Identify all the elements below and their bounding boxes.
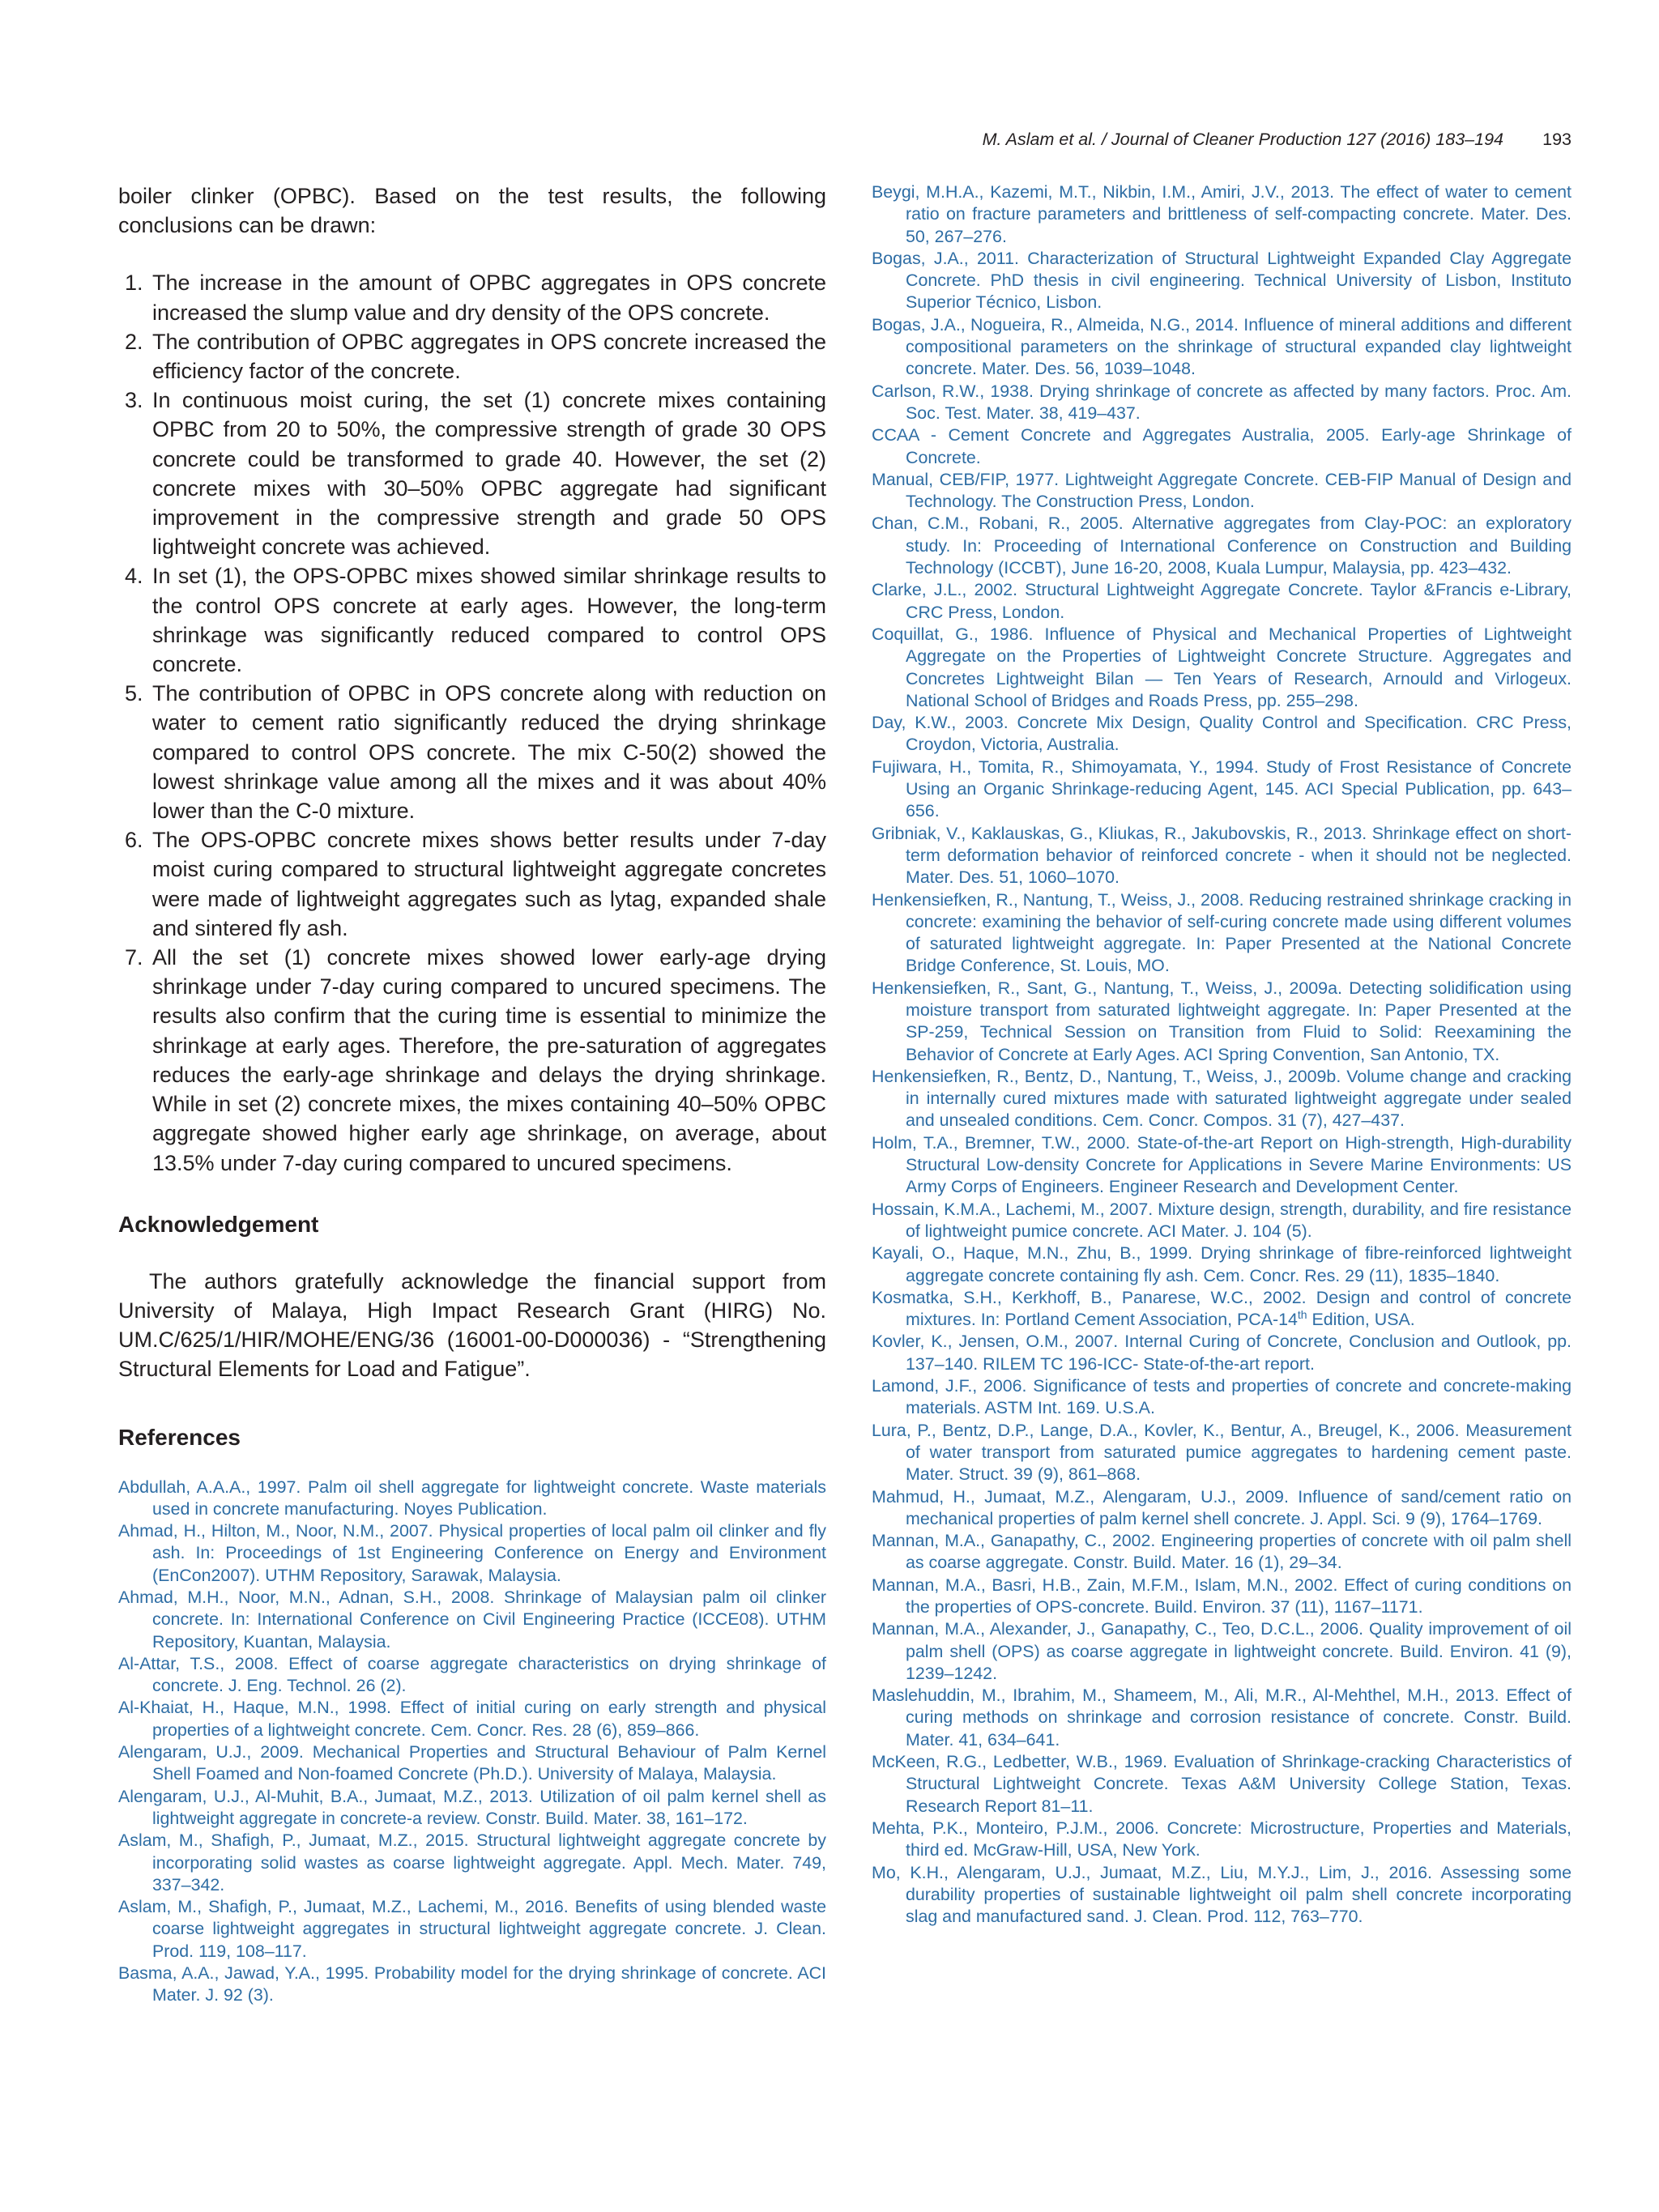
reference-link[interactable]: Holm, T.A., Bremner, T.W., 2000. State-of-the-art Report on High-strength, High-durability Structural Low-density Concrete for Applications in Severe Marine Environments: US Army Corps of Engineers. Engineer Research and Development Center. — [872, 1132, 1572, 1197]
conclusion-number: 2. — [125, 329, 143, 354]
conclusion-number: 1. — [125, 271, 143, 296]
reference-link[interactable]: Chan, C.M., Robani, R., 2005. Alternative aggregates from Clay-POC: an exploratory study. In: Proceeding of International Conference on Construction and Building Technology (ICCBT), June 16-20, 2008, Kuala Lumpur, Malaysia, pp. 423–432. — [872, 514, 1572, 578]
reference-link[interactable]: Clarke, J.L., 2002. Structural Lightweight Aggregate Concrete. Taylor &Francis e-Library, CRC Press, London. — [872, 580, 1572, 622]
references-heading: References — [118, 1424, 241, 1450]
reference-link[interactable]: Ahmad, M.H., Noor, M.N., Adnan, S.H., 2008. Shrinkage of Malaysian palm oil clinker concrete. In: International Conference on Civil Engineering Practice (ICCE08). UTHM Repository, Kuantan, Malaysia. — [118, 1588, 826, 1652]
reference-link[interactable]: Fujiwara, H., Tomita, R., Shimoyamata, Y., 1994. Study of Frost Resistance of Concrete Using an Organic Shrinkage-reducing Agent, 145. ACI Special Publication, pp. 643–656. — [872, 757, 1572, 821]
conclusion-text: In continuous moist curing, the set (1) concrete mixes containing OPBC from 20 to 50%, the compressive strength of grade 30 OPS concrete could be transformed to grade 40. However, the set (2) concrete mixes with 30–50% OPBC aggregate had significant improvement in the compressive strength and grade 50 OPS lightweight concrete was achieved. — [152, 388, 826, 560]
reference-link[interactable]: Abdullah, A.A.A., 1997. Palm oil shell aggregate for lightweight concrete. Waste materials used in concrete manufacturing. Noyes Publication. — [118, 1477, 826, 1519]
reference-link[interactable]: Manual, CEB/FIP, 1977. Lightweight Aggregate Concrete. CEB-FIP Manual of Design and Technology. The Construction Press, London. — [872, 469, 1572, 512]
conclusion-text: The increase in the amount of OPBC aggregates in OPS concrete increased the slump value and dry density of the OPS concrete. — [152, 271, 826, 325]
conclusion-text: The contribution of OPBC in OPS concrete along with reduction on water to cement ratio significantly reduced the drying shrinkage compared to control OPS concrete. The mix C-50(2) showed the lowest shrinkage value among all the mixes and it was about 40% lower than the C-0 mixture. — [152, 681, 826, 824]
references-list-right — [872, 181, 1572, 1928]
reference-link[interactable]: Mo, K.H., Alengaram, U.J., Jumaat, M.Z., Liu, M.Y.J., Lim, J., 2016. Assessing some durability properties of sustainable lightweight oil palm shell concrete incorporating slag and manufactured sand. J. Clean. Prod. 112, 763–770. — [872, 1862, 1572, 1927]
conclusions-intro: boiler clinker (OPBC). Based on the test results, the following conclusions can be drawn: — [118, 184, 826, 238]
conclusion-item — [118, 943, 826, 1178]
reference-link[interactable]: Mahmud, H., Jumaat, M.Z., Alengaram, U.J., 2009. Influence of sand/cement ratio on mechanical properties of palm kernel shell concrete. J. Appl. Sci. 9 (9), 1764–1769. — [872, 1486, 1572, 1528]
journal-citation: M. Aslam et al. / Journal of Cleaner Production 127 (2016) 183–194 — [982, 130, 1503, 149]
reference-link[interactable]: Alengaram, U.J., Al-Muhit, B.A., Jumaat, M.Z., 2013. Utilization of oil palm kernel shell as lightweight aggregate in concrete-a review. Constr. Build. Mater. 38, 161–172. — [118, 1786, 826, 1828]
conclusion-number: 4. — [125, 564, 143, 589]
references-list-left — [118, 1477, 826, 2007]
conclusions-list — [118, 268, 826, 1177]
reference-superscript: th — [1297, 1308, 1307, 1322]
conclusion-number: 6. — [125, 828, 143, 853]
conclusion-number: 7. — [125, 945, 143, 970]
reference-link[interactable]: Mannan, M.A., Ganapathy, C., 2002. Engineering properties of concrete with oil palm shell as coarse aggregate. Constr. Build. Mater. 16 (1), 29–34. — [872, 1531, 1572, 1573]
conclusion-number: 5. — [125, 681, 143, 706]
reference-link[interactable]: Lamond, J.F., 2006. Significance of tests and properties of concrete and concrete-making materials. ASTM Int. 169. U.S.A. — [872, 1376, 1572, 1418]
reference-link[interactable]: Henkensiefken, R., Bentz, D., Nantung, T., Weiss, J., 2009b. Volume change and cracking in internally cured mixtures made with saturated lightweight aggregate under sealed and unsealed conditions. Cem. Concr. Compos. 31 (7), 427–437. — [872, 1066, 1572, 1131]
running-header — [118, 130, 1572, 154]
reference-link[interactable]: Lura, P., Bentz, D.P., Lange, D.A., Kovler, K., Bentur, A., Breugel, K., 2006. Measurement of water transport from saturated pumice aggregates to hardening cement paste. Mater. Struct. 39 (9), 861–868. — [872, 1420, 1572, 1485]
reference-link[interactable]: Bogas, J.A., 2011. Characterization of Structural Lightweight Expanded Clay Aggregate Concrete. PhD thesis in civil engineering. Technical University of Lisbon, Instituto Superior Técnico, Lisbon. — [872, 248, 1572, 313]
conclusion-text: In set (1), the OPS-OPBC mixes showed similar shrinkage results to the control OPS concrete at early ages. However, the long-term shrinkage was significantly reduced compared to control OPS concrete. — [152, 564, 826, 677]
reference-link[interactable]: Al-Attar, T.S., 2008. Effect of coarse aggregate characteristics on drying shrinkage of concrete. J. Eng. Technol. 26 (2). — [118, 1653, 826, 1696]
reference-link[interactable]: Maslehuddin, M., Ibrahim, M., Shameem, M., Ali, M.R., Al-Mehthel, M.H., 2013. Effect of curing methods on shrinkage and corrosion resistance of concrete. Constr. Build. Mater. 41, 634–641. — [872, 1686, 1572, 1750]
reference-link[interactable] — [872, 1287, 1572, 1332]
reference-link[interactable]: Aslam, M., Shafigh, P., Jumaat, M.Z., 2015. Structural lightweight aggregate concrete by incorporating solid wastes as coarse lightweight aggregate. Appl. Mech. Mater. 749, 337–342. — [118, 1831, 826, 1894]
left-column — [118, 181, 826, 2007]
reference-link[interactable]: Beygi, M.H.A., Kazemi, M.T., Nikbin, I.M., Amiri, J.V., 2013. The effect of water to cement ratio on fracture parameters and brittleness of self-compacting concrete. Mater. Des. 50, 267–276. — [872, 182, 1572, 246]
right-column — [872, 181, 1572, 1928]
reference-link[interactable]: Alengaram, U.J., 2009. Mechanical Properties and Structural Behaviour of Palm Kernel Shell Foamed and Non-foamed Concrete (Ph.D.). University of Malaya, Malaysia. — [118, 1742, 826, 1784]
acknowledgement-text: The authors gratefully acknowledge the financial support from University of Malaya, High Impact Research Grant (HIRG) No. UM.C/625/1/HIR/MOHE/ENG/36 (16001-00-D000036) - “Strengthening Structural Elements for Load and Fatigue”. — [118, 1268, 826, 1382]
reference-link[interactable]: Al-Khaiat, H., Haque, M.N., 1998. Effect of initial curing on early strength and physical properties of a lightweight concrete. Cem. Concr. Res. 28 (6), 859–866. — [118, 1698, 826, 1740]
reference-link[interactable]: Mannan, M.A., Alexander, J., Ganapathy, C., Teo, D.C.L., 2006. Quality improvement of oil palm shell (OPS) as coarse aggregate in lightweight concrete. Build. Environ. 41 (9), 1239–1242. — [872, 1619, 1572, 1683]
conclusion-item — [118, 386, 826, 561]
reference-link[interactable]: Kayali, O., Haque, M.N., Zhu, B., 1999. Drying shrinkage of fibre-reinforced lightweight aggregate concrete containing fly ash. Cem. Concr. Res. 29 (11), 1835–1840. — [872, 1243, 1572, 1285]
reference-link[interactable]: Coquillat, G., 1986. Influence of Physical and Mechanical Properties of Lightweight Aggregate on the Properties of Lightweight Concrete Structure. Aggregates and Concretes Lightweight Bilan — Ten Years of Research, Arnould and Virlogeux. National School of Bridges and Roads Press, pp. 255–298. — [872, 624, 1572, 710]
reference-link[interactable]: Carlson, R.W., 1938. Drying shrinkage of concrete as affected by many factors. Proc. Am. Soc. Test. Mater. 38, 419–437. — [872, 381, 1572, 423]
reference-link[interactable]: Mehta, P.K., Monteiro, P.J.M., 2006. Concrete: Microstructure, Properties and Materials, third ed. McGraw-Hill, USA, New York. — [872, 1818, 1572, 1860]
conclusion-text: All the set (1) concrete mixes showed lower early-age drying shrinkage under 7-day curing compared to uncured specimens. The results also confirm that the curing time is essential to minimize the shrinkage at early ages. Therefore, the pre-saturation of aggregates reduces the early-age shrinkage and delays the drying shrinkage. While in set (2) concrete mixes, the mixes containing 40–50% OPBC aggregate showed higher early age shrinkage, on average, about 13.5% under 7-day curing compared to uncured specimens. — [152, 945, 826, 1175]
reference-link[interactable]: Henkensiefken, R., Sant, G., Nantung, T., Weiss, J., 2009a. Detecting solidification using moisture transport from saturated lightweight aggregate. In: Paper Presented at the SP-259, Technical Session on Transition from Fluid to Solid: Reexamining the Behavior of Concrete at Early Ages. ACI Spring Convention, San Antonio, TX. — [872, 978, 1572, 1064]
reference-link[interactable]: McKeen, R.G., Ledbetter, W.B., 1969. Evaluation of Shrinkage-cracking Characteristics of Structural Lightweight Concrete. Texas A&M University College Station, Texas. Research Report 81–11. — [872, 1752, 1572, 1816]
reference-link[interactable]: Mannan, M.A., Basri, H.B., Zain, M.F.M., Islam, M.N., 2002. Effect of curing conditions on the properties of OPS-concrete. Build. Environ. 37 (11), 1167–1171. — [872, 1575, 1572, 1617]
reference-link[interactable]: Gribniak, V., Kaklauskas, G., Kliukas, R., Jakubovskis, R., 2013. Shrinkage effect on short-term deformation behavior of reinforced concrete - when it should not be neglected. Mater. Des. 51, 1060–1070. — [872, 823, 1572, 888]
conclusion-text: The contribution of OPBC aggregates in OPS concrete increased the efficiency factor of the concrete. — [152, 329, 826, 384]
conclusion-text: The OPS-OPBC concrete mixes shows better results under 7-day moist curing compared to structural lightweight aggregate concretes were made of lightweight aggregates such as lytag, expanded shale and sintered fly ash. — [152, 828, 826, 940]
conclusion-item — [118, 268, 826, 326]
reference-link[interactable]: Henkensiefken, R., Nantung, T., Weiss, J., 2008. Reducing restrained shrinkage cracking in concrete: examining the behavior of self-curing concrete made using different volumes of saturated lightweight aggregate. In: Paper Presented at the National Concrete Bridge Conference, St. Louis, MO. — [872, 889, 1572, 976]
reference-link[interactable]: Ahmad, H., Hilton, M., Noor, N.M., 2007. Physical properties of local palm oil clinker and fly ash. In: Proceedings of 1st Engineering Conference on Energy and Environment (EnCon2007). UTHM Repository, Sarawak, Malaysia. — [118, 1521, 826, 1585]
conclusion-item — [118, 825, 826, 943]
reference-text: Edition, USA. — [1307, 1310, 1415, 1330]
conclusion-item — [118, 561, 826, 679]
reference-link[interactable]: Day, K.W., 2003. Concrete Mix Design, Quality Control and Specification. CRC Press, Croydon, Victoria, Australia. — [872, 713, 1572, 755]
acknowledgement-heading: Acknowledgement — [118, 1211, 319, 1237]
page-number: 193 — [1542, 130, 1572, 149]
conclusion-number: 3. — [125, 388, 143, 413]
reference-link[interactable]: CCAA - Cement Concrete and Aggregates Australia, 2005. Early-age Shrinkage of Concrete. — [872, 425, 1572, 467]
reference-link[interactable]: Bogas, J.A., Nogueira, R., Almeida, N.G., 2014. Influence of mineral additions and different compositional parameters on the shrinkage of structural expanded clay lightweight concrete. Mater. Des. 56, 1039–1048. — [872, 314, 1572, 379]
reference-link[interactable]: Hossain, K.M.A., Lachemi, M., 2007. Mixture design, strength, durability, and fire resistance of lightweight pumice concrete. ACI Mater. J. 104 (5). — [872, 1199, 1572, 1241]
conclusion-item — [118, 679, 826, 825]
reference-link[interactable]: Basma, A.A., Jawad, Y.A., 1995. Probability model for the drying shrinkage of concrete. ACI Mater. J. 92 (3). — [118, 1963, 826, 2005]
reference-link[interactable]: Aslam, M., Shafigh, P., Jumaat, M.Z., Lachemi, M., 2016. Benefits of using blended waste coarse lightweight aggregates in structural lightweight aggregate concrete. J. Clean. Prod. 119, 108–117. — [118, 1897, 826, 1961]
reference-link[interactable]: Kovler, K., Jensen, O.M., 2007. Internal Curing of Concrete, Conclusion and Outlook, pp. 137–140. RILEM TC 196-ICC- State-of-the-art report. — [872, 1332, 1572, 1374]
conclusion-item — [118, 327, 826, 386]
reference-text: Kosmatka, S.H., Kerkhoff, B., Panarese, W.C., 2002. Design and control of concrete mixtures. In: Portland Cement Association, PCA-14 — [872, 1287, 1572, 1330]
